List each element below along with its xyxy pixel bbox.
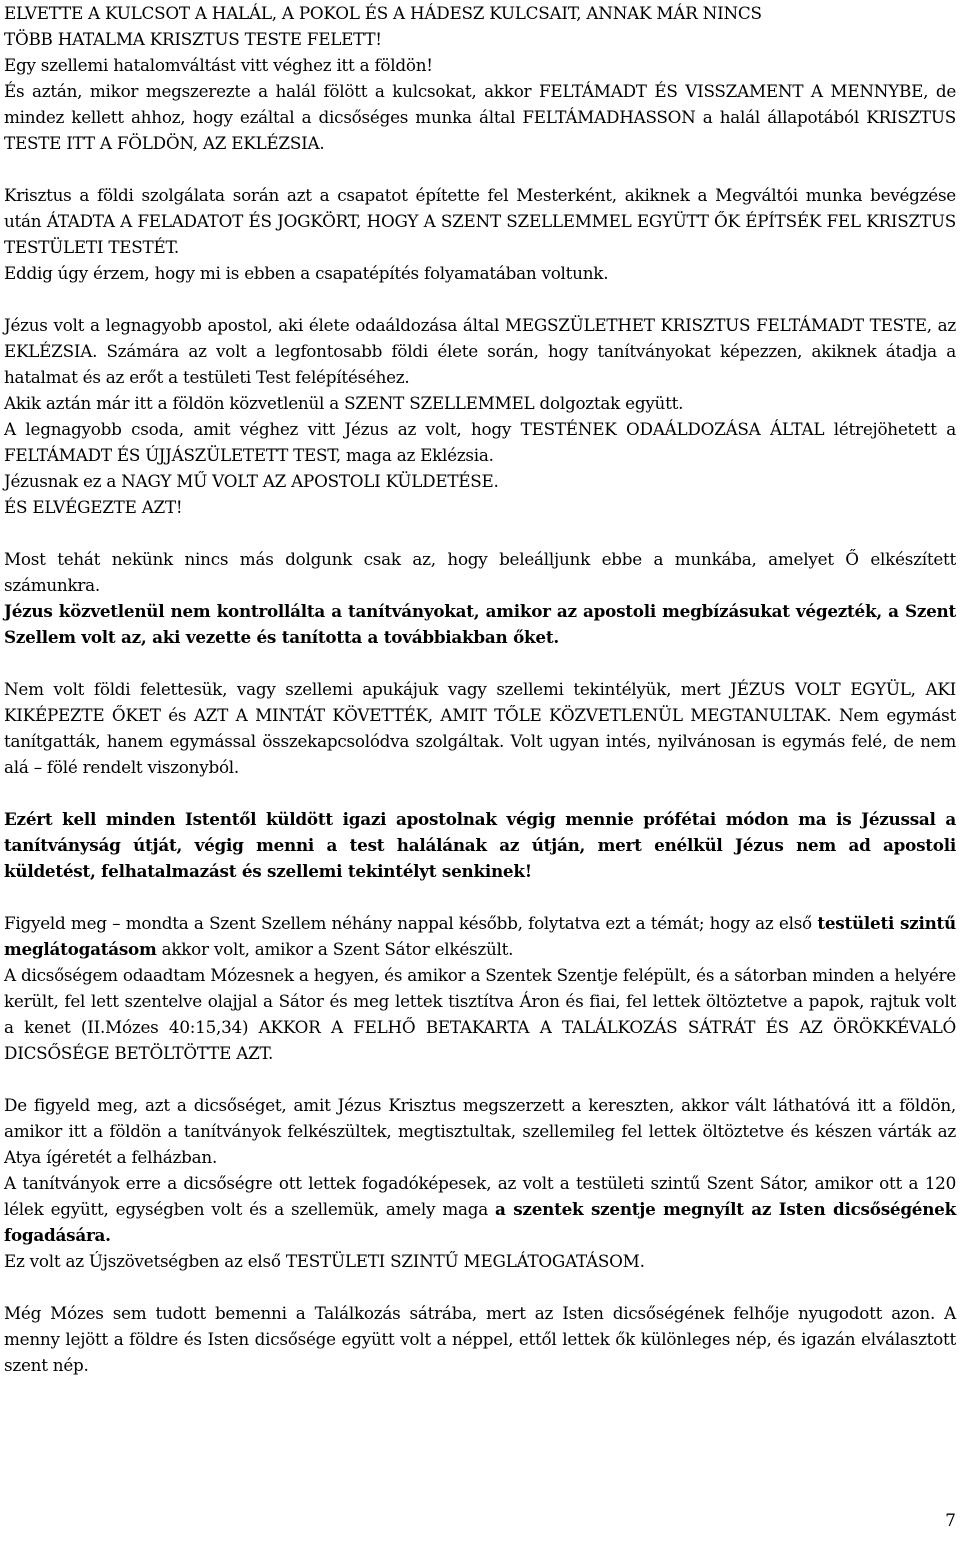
- text-run-bold: a szentek szentje megnyílt az Isten dicsőségének fogadására.: [4, 1199, 956, 1245]
- paragraph: Még Mózes sem tudott bemenni a Találkozás sátrába, mert az Isten dicsőségének felhője nyugodott azon. A menny lejött a földre és Isten dicsősége együtt volt a néppel, ettől lettek ők különleges nép, és igazán elválasztott szent nép.: [4, 1303, 956, 1375]
- paragraph-gap: [4, 1066, 956, 1092]
- paragraph: Most tehát nekünk nincs más dolgunk csak az, hogy beleálljunk ebbe a munkába, amelyet Ő elkészített számunkra.: [4, 549, 956, 595]
- paragraph: És aztán, mikor megszerezte a halál fölött a kulcsokat, akkor FELTÁMADT ÉS VISSZAMENT A MENNYBE, de mindez kellett ahhoz, hogy ezáltal a dicsőséges munka által FELTÁMADHASSON a halál állapotából KRISZTUS TESTE ITT A FÖLDÖN, AZ EKLÉZSIA.: [4, 81, 956, 153]
- text-run-bold: testületi szintű meglátogatásom: [4, 913, 956, 959]
- paragraph-heading-line: [4, 26, 956, 52]
- paragraph: Jézus volt a legnagyobb apostol, aki élete odaáldozása által MEGSZÜLETHET KRISZTUS FELTÁMADT TESTE, az EKLÉZSIA. Számára az volt a legfontosabb földi élete során, hogy tanítványokat képezzen, akiknek átadja a hatalmat és az erőt a testületi Test felépítéséhez.: [4, 315, 956, 387]
- paragraph: ÉS ELVÉGEZTE AZT!: [4, 497, 183, 517]
- paragraph-gap: [4, 286, 956, 312]
- text-line: ELVETTE A KULCSOT A HALÁL, A POKOL ÉS A HÁDESZ KULCSAIT, ANNAK MÁR NINCS: [4, 3, 762, 23]
- paragraph: A dicsőségem odaadtam Mózesnek a hegyen, és amikor a Szentek Szentje felépült, és a sátorban minden a helyére került, fel lett szentelve olajjal a Sátor és meg lettek tisztítva Áron és fiai, fel lettek öltöztetve a papok, rajtuk volt a kenet (II.Mózes 40:15,34) AKKOR A FELHŐ BETAKARTA A TALÁLKOZÁS SÁTRÁT ÉS AZ ÖRÖKKÉVALÓ DICSŐSÉGE BETÖLTÖTTE AZT.: [4, 965, 956, 1063]
- paragraph-bold: Jézus közvetlenül nem kontrollálta a tanítványokat, amikor az apostoli megbízásukat végezték, a Szent Szellem volt az, aki vezette és tanította a továbbiakban őket.: [4, 601, 956, 647]
- paragraph-gap: [4, 1274, 956, 1300]
- text-run: Figyeld meg – mondta a Szent Szellem néhány nappal később, folytatva ezt a témát; hogy az első: [4, 913, 818, 933]
- paragraph: [4, 1170, 956, 1248]
- text-line: TÖBB HATALMA KRISZTUS TESTE FELETT!: [4, 29, 382, 49]
- paragraph-gap: [4, 650, 956, 676]
- paragraph-gap: [4, 884, 956, 910]
- document-page: [4, 0, 956, 1378]
- text-line: Egy szellemi hatalomváltást vitt véghez itt a földön!: [4, 55, 433, 75]
- paragraph: Akik aztán már itt a földön közvetlenül a SZENT SZELLEMMEL dolgoztak együtt.: [4, 393, 684, 413]
- paragraph: [4, 910, 956, 962]
- paragraph: Ez volt az Újszövetségben az első TESTÜLETI SZINTŰ MEGLÁTOGATÁSOM.: [4, 1251, 645, 1271]
- paragraph: Jézusnak ez a NAGY MŰ VOLT AZ APOSTOLI KÜLDETÉSE.: [4, 471, 499, 491]
- paragraph-gap: [4, 780, 956, 806]
- page-number: 7: [945, 1511, 956, 1531]
- paragraph: Krisztus a földi szolgálata során azt a csapatot építette fel Mesterként, akiknek a Megváltói munka bevégzése után ÁTADTA A FELADATOT ÉS JOGKÖRT, HOGY A SZENT SZELLEMMEL EGYÜTT ŐK ÉPÍTSÉK FEL KRISZTUS TESTÜLETI TESTÉT.: [4, 185, 956, 257]
- paragraph: Eddig úgy érzem, hogy mi is ebben a csapatépítés folyamatában voltunk.: [4, 263, 609, 283]
- paragraph-gap: [4, 520, 956, 546]
- paragraph: A legnagyobb csoda, amit véghez vitt Jézus az volt, hogy TESTÉNEK ODAÁLDOZÁSA ÁLTAL létrejöhetett a FELTÁMADT ÉS ÚJJÁSZÜLETETT TEST, maga az Eklézsia.: [4, 419, 956, 465]
- paragraph: Nem volt földi felettesük, vagy szellemi apukájuk vagy szellemi tekintélyük, mert JÉZUS VOLT EGYÜL, AKI KIKÉPEZTE ŐKET és AZT A MINTÁT KÖVETTÉK, AMIT TŐLE KÖZVETLENÜL MEGTANULTAK. Nem egymást tanítgatták, hanem egymással összekapcsolódva szolgáltak. Volt ugyan intés, nyilvánosan is egymás felé, de nem alá – fölé rendelt viszonyból.: [4, 679, 956, 777]
- paragraph-heading-line: [4, 52, 956, 78]
- paragraph-gap: [4, 156, 956, 182]
- text-run: akkor volt, amikor a Szent Sátor elkészült.: [156, 939, 514, 959]
- paragraph-bold: Ezért kell minden Istentől küldött igazi apostolnak végig mennie prófétai módon ma is Jézussal a tanítványság útját, végig menni a test halálának az útján, mert enélkül Jézus nem ad apostoli küldetést, felhatalmazást és szellemi tekintélyt senkinek!: [4, 809, 956, 881]
- paragraph-heading-line: [4, 0, 956, 26]
- paragraph: De figyeld meg, azt a dicsőséget, amit Jézus Krisztus megszerzett a kereszten, akkor vált láthatóvá itt a földön, amikor itt a földön a tanítványok felkészültek, megtisztultak, szellemileg fel lettek öltöztetve és készen várták az Atya ígéretét a felházban.: [4, 1095, 956, 1167]
- text-run: A tanítványok erre a dicsőségre ott lettek fogadóképesek, az volt a testületi szintű Szent Sátor, amikor ott a 120 lélek együtt, egységben volt és a szellemük, amely maga: [4, 1173, 956, 1219]
